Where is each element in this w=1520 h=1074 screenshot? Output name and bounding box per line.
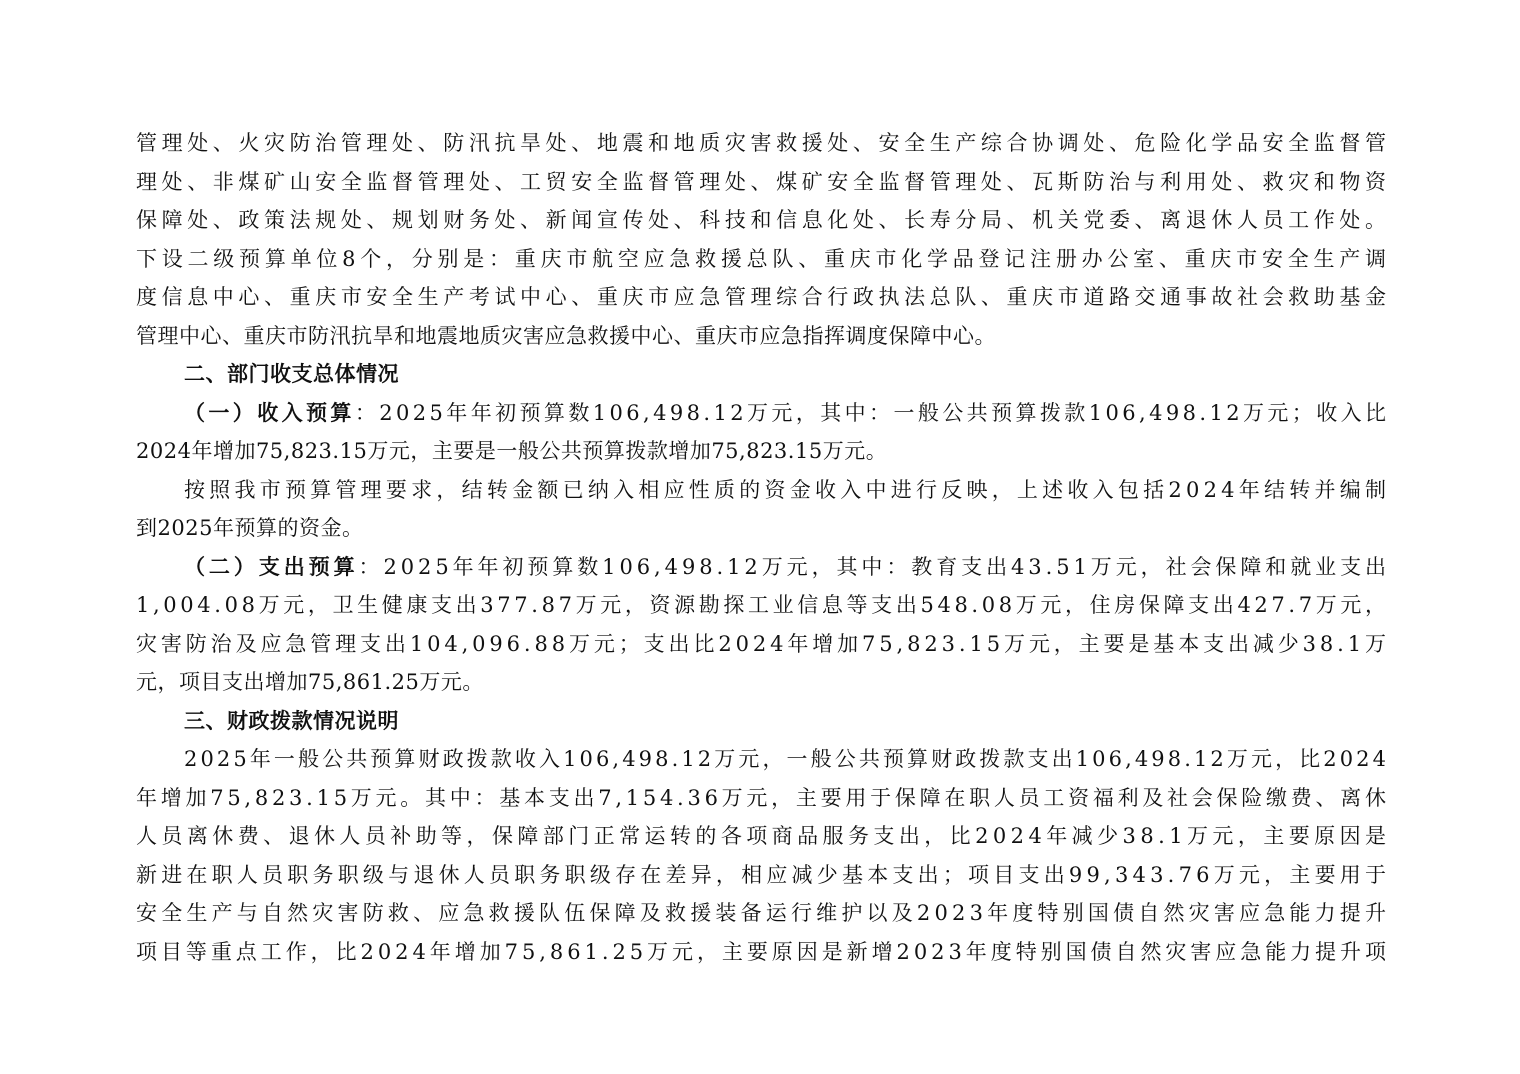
income-budget-label: （一）收入预算 [184,399,355,425]
body-text: ：2025年年初预算数106,498.12万元，其中：一般公共预算拨款106,498.12万元；收入比 [354,400,1390,425]
income-budget-paragraph [136,394,1390,433]
document-body [136,124,1391,971]
body-text: ：2025年年初预算数106,498.12万元，其中：教育支出43.51万元，社会保障和就业支出 [358,554,1390,579]
body-line: 元，项目支出增加75,861.25万元。 [136,670,484,694]
body-line: 新进在职人员职务职级与退休人员职务职级存在差异，相应减少基本支出；项目支出99,343.76万元，主要用于 [136,862,1391,887]
body-line: 人员离休费、退休人员补助等，保障部门正常运转的各项商品服务支出，比2024年减少38.1万元，主要原因是 [136,824,1391,848]
expenditure-budget-paragraph [136,548,1390,587]
body-line: 理处、非煤矿山安全监督管理处、工贸安全监督管理处、煤矿安全监督管理处、瓦斯防治与利用处、救灾和物资 [136,169,1391,194]
body-line: 2024年增加75,823.15万元，主要是一般公共预算拨款增加75,823.15万元。 [136,439,888,463]
body-line: 项目等重点工作，比2024年增加75,861.25万元，主要原因是新增2023年度特别国债自然灾害应急能力提升项 [136,939,1390,964]
body-line: 灾害防治及应急管理支出104,096.88万元；支出比2024年增加75,823.15万元，主要是基本支出减少38.1万 [136,631,1390,656]
body-line: 年增加75,823.15万元。其中：基本支出7,154.36万元，主要用于保障在职人员工资福利及社会保险缴费、离休 [136,785,1390,810]
body-line: 下设二级预算单位8个，分别是：重庆市航空应急救援总队、重庆市化学品登记注册办公室、重庆市安全生产调 [136,246,1391,271]
body-line: 管理处、火灾防治管理处、防汛抗旱处、地震和地质灾害救援处、安全生产综合协调处、危险化学品安全监督管 [136,131,1391,155]
body-line: 按照我市预算管理要求，结转金额已纳入相应性质的资金收入中进行反映，上述收入包括2024年结转并编制 [184,477,1391,502]
body-line: 保障处、政策法规处、规划财务处、新闻宣传处、科技和信息化处、长寿分局、机关党委、离退休人员工作处。 [136,208,1391,232]
body-line: 到2025年预算的资金。 [136,516,364,540]
body-line: 度信息中心、重庆市安全生产考试中心、重庆市应急管理综合行政执法总队、重庆市道路交通事故社会救助基金 [136,285,1391,309]
body-line: 管理中心、重庆市防汛抗旱和地震地质灾害应急救援中心、重庆市应急指挥调度保障中心。 [136,323,996,348]
body-line: 1,004.08万元，卫生健康支出377.87万元，资源勘探工业信息等支出548.08万元，住房保障支出427.7万元， [136,593,1390,617]
body-line: 2025年一般公共预算财政拨款收入106,498.12万元，一般公共预算财政拨款支出106,498.12万元，比2024 [184,747,1390,771]
section-heading: 二、部门收支总体情况 [184,362,399,386]
body-line: 安全生产与自然灾害防救、应急救援队伍保障及救援装备运行维护以及2023年度特别国债自然灾害应急能力提升 [136,901,1391,925]
expenditure-budget-label: （二）支出预算 [184,553,359,579]
section-heading: 三、财政拨款情况说明 [184,708,399,733]
